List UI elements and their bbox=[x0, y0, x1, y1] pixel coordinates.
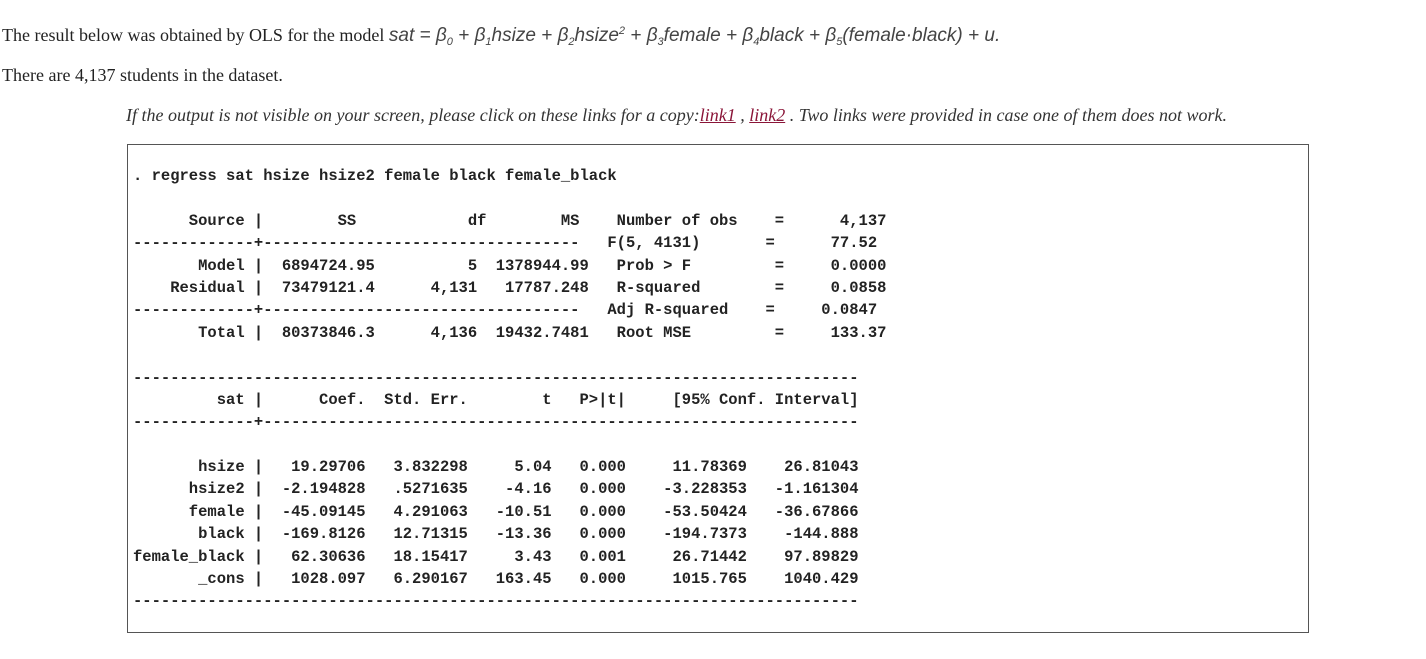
coef-header: sat | Coef. Std. Err. t P>|t| [95% Conf. Interval] bbox=[133, 390, 859, 409]
intro-text bbox=[2, 18, 1000, 55]
anova-header: Source | SS df MS Number of obs = 4,137 bbox=[133, 211, 887, 230]
stata-output bbox=[133, 165, 886, 613]
copy-links-note bbox=[126, 103, 1227, 127]
coef-row-hsize: hsize | 19.29706 3.832298 5.04 0.000 11.78369 26.81043 bbox=[133, 458, 859, 477]
term-1: $\beta_1hsize$ bbox=[474, 25, 536, 48]
link1-link[interactable]: link1 bbox=[699, 105, 736, 125]
model-error: u. bbox=[984, 25, 1001, 46]
note-sep: , bbox=[735, 105, 750, 125]
coef-row-female_black: female_black | 62.30636 18.15417 3.43 0.001 26.71442 97.89829 bbox=[133, 547, 859, 566]
table-bottom-rule: ------------------------------------------------------------------------------ bbox=[133, 592, 859, 611]
table-top-rule: ------------------------------------------------------------------------------ bbox=[133, 368, 859, 387]
term-4: $\beta_4black$ bbox=[742, 25, 804, 48]
anova-row-residual: Residual | 73479121.4 4,131 17787.248 R-squared = 0.0858 bbox=[133, 278, 887, 297]
blank-line bbox=[133, 187, 886, 209]
anova-separator: -------------+---------------------------------- F(5, 4131) = 77.52 bbox=[133, 234, 878, 253]
term-5: $\beta_5(female\cdot black)$ bbox=[825, 25, 963, 48]
note-before: If the output is not visible on your screen, please click on these links for a copy: bbox=[126, 105, 700, 125]
term-3: $\beta_3female$ bbox=[646, 25, 721, 48]
term-0: $\beta_0$ bbox=[435, 25, 453, 48]
regress-command: . regress sat hsize hsize2 female black female_black bbox=[133, 167, 617, 185]
link2-link[interactable]: link2 bbox=[749, 105, 786, 125]
anova-row-total: Total | 80373846.3 4,136 19432.7481 Root MSE = 133.37 bbox=[133, 323, 887, 342]
coef-row-black: black | -169.8126 12.71315 -13.36 0.000 -194.7373 -144.888 bbox=[133, 525, 859, 544]
student-count-text: There are 4,137 students in the dataset. bbox=[2, 65, 283, 85]
regression-output-box bbox=[127, 144, 1309, 633]
anova-separator: -------------+---------------------------------- Adj R-squared = 0.0847 bbox=[133, 301, 878, 320]
anova-row-model: Model | 6894724.95 5 1378944.99 Prob > F = 0.0000 bbox=[133, 256, 887, 275]
term-2: $\beta_2hsize^2$ bbox=[557, 25, 626, 48]
coef-separator: -------------+---------------------------------------------------------------- bbox=[133, 413, 859, 432]
note-after: . Two links were provided in case one of them does not work. bbox=[785, 105, 1227, 125]
coef-row-female: female | -45.09145 4.291063 -10.51 0.000 -53.50424 -36.67866 bbox=[133, 502, 859, 521]
model-equation: sat = $\beta_0$ + $\beta_1hsize$ + $\beta_2hsize^2$ + $\beta_3female$ + $\beta_4black$ + $\beta_5(female\cdot black) + u$. bbox=[388, 25, 1001, 48]
coef-row-cons: _cons | 1028.097 6.290167 163.45 0.000 1015.765 1040.429 bbox=[133, 570, 859, 589]
intro-prefix: The result below was obtained by OLS for the model bbox=[2, 25, 389, 45]
blank-line bbox=[133, 434, 886, 456]
blank-line bbox=[133, 344, 886, 366]
model-lhs: sat = bbox=[388, 25, 436, 46]
coef-row-hsize2: hsize2 | -2.194828 .5271635 -4.16 0.000 -3.228353 -1.161304 bbox=[133, 480, 859, 499]
